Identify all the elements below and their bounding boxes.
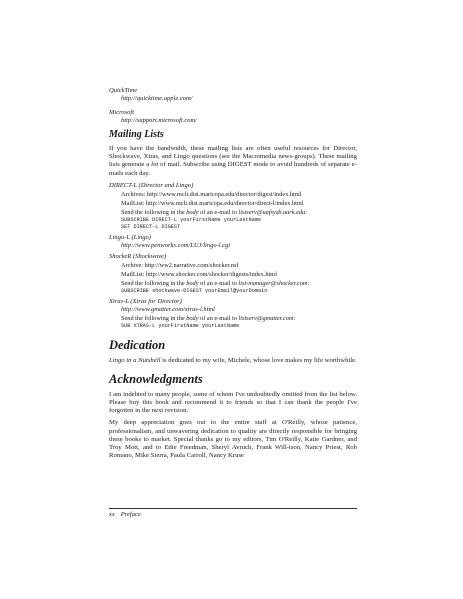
subscribe-command: SUB XTRAS-L yourFirstName yourLastName (121, 323, 240, 330)
list-url: http://www.penworks.com/LUJ/lingo-l.cgi (121, 242, 231, 250)
acknowledgments-paragraph: I am indebted to many people, some of whom I've undoubtedly omitted from the list below. Please buy this book and recommend it to friends so that I can thank the people I've forgotten in the next revision. (109, 390, 357, 415)
list-archives: Archives: http://www.mcli.dist.maricopa.edu/director/digest/index.html (121, 190, 302, 198)
acknowledgments-paragraph: My deep appreciation goes out to the entire staff at O'Reilly, whose patience, professionalism, and unwavering dedication to quality are directly responsible for bringing these books to market. Special thanks go to my editors, Tim O'Reilly, Katie Gardner, and Troy Mott, and to Edie Freedman, Sheryl Avruch, Frank Will-ison, Nancy Priest, Rob Romano, Mike Sierra, Paula Carroll, Nancy Kruse (109, 419, 357, 460)
page-footer (109, 508, 357, 520)
subscribe-command: SET DIRECT-L DIGEST (121, 224, 181, 231)
subscribe-command: SUBSCRIBE DIRECT-L yourFirstName yourLastName (121, 216, 262, 223)
acknowledgments-heading: Acknowledgments (109, 371, 203, 386)
page-content (109, 87, 357, 464)
list-url: http://www.gmatter.com/xtras-l.html (121, 306, 215, 314)
link-name: Microsoft (109, 109, 135, 116)
list-subscribe-instructions: Send the following in the body of an e-mail to list-manager@shocker.com: (121, 280, 310, 288)
subscribe-command: SUBSCRIBE shockwave-DIGEST yourEmail@yourDomain (121, 288, 268, 295)
list-subscribe-instructions: Send the following in the body of an e-mail to listserv@gmatter.com: (121, 315, 296, 323)
link-name: QuickTime (109, 87, 138, 94)
page-number: xx (109, 511, 115, 518)
mailing-lists-heading: Mailing Lists (109, 129, 164, 140)
mailing-intro-paragraph: If you have the bandwidth, these mailing lists are often useful resources for Director, Shockwave, Xtras, and Lingo questions (see the Macromedia news-groups). These mailing lists generate a lot of mail. Subscribe using DIGEST mode to avoid hundreds of separate e-mails each day. (109, 145, 357, 177)
list-name-lingo-l: Lingo-L (Lingo) (109, 234, 151, 242)
list-maillist: MailList: http://www.mcli.dist.maricopa.edu/director/direct-l/index.html (121, 199, 304, 207)
list-name-shocker: ShockeR (Shockwave) (109, 253, 167, 261)
list-name-xtras-l: Xtras-L (Xtras for Director) (109, 298, 182, 306)
list-maillist: MailList: http://www.shocker.com/shocker/digests/index.html (121, 271, 277, 279)
link-url: http://support.microsoft.com/ (121, 117, 197, 124)
section-name: Preface (120, 511, 141, 518)
dedication-paragraph: Lingo in a Nutshell is dedicated to my wife, Michele, whose love makes my life worthwhile. (109, 356, 357, 364)
dedication-heading: Dedication (109, 337, 166, 352)
footer-rule (109, 508, 357, 509)
link-url: http://quicktime.apple.com/ (121, 95, 193, 102)
list-name-direct-l: DIRECT-L (Director and Lingo) (109, 181, 194, 189)
list-subscribe-instructions: Send the following in the body of an e-mail to listserv@uafsysb.uark.edu: (121, 208, 307, 216)
list-archives: Archive: http://ww2.narrative.com/shocker.nsf (121, 262, 239, 270)
